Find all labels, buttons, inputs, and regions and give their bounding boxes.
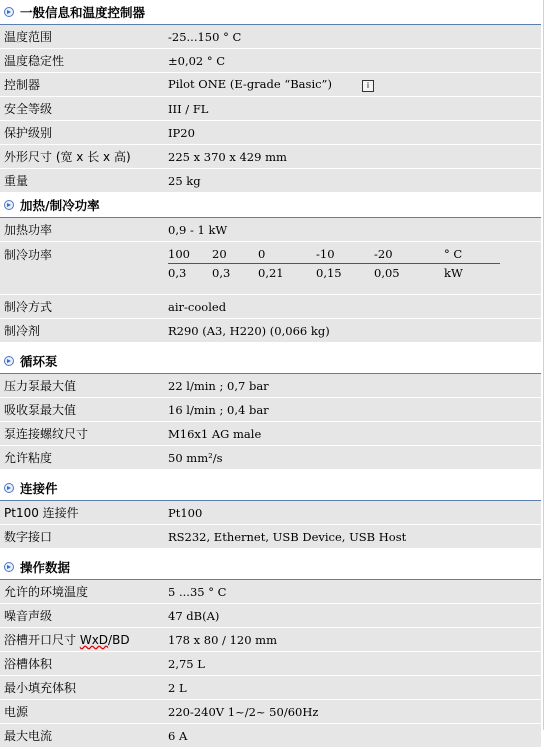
spec-row [0, 446, 541, 470]
spec-value: IP20 [168, 125, 195, 140]
cooling-power-cell: 0,15 [316, 266, 342, 280]
spec-row [0, 97, 541, 121]
spec-label: 安全等级 [4, 102, 53, 116]
spec-row [0, 628, 541, 652]
expand-circle-icon[interactable] [4, 483, 14, 493]
spec-row [0, 73, 541, 97]
spec-label: 最小填充体积 [4, 681, 77, 695]
spec-value-controller [168, 77, 541, 92]
spec-value: 225 x 370 x 429 mm [168, 149, 287, 164]
expand-circle-icon[interactable] [4, 562, 14, 572]
cooling-temp-cell: 20 [212, 245, 258, 264]
cooling-power-cell: 0,05 [374, 266, 400, 280]
spec-label: 制冷剂 [4, 324, 41, 338]
spec-label: 压力泵最大值 [4, 379, 77, 393]
expand-circle-icon[interactable] [4, 200, 14, 210]
spec-row [0, 604, 541, 628]
section-title: 一般信息和温度控制器 [20, 5, 146, 20]
spec-label: 重量 [4, 174, 29, 188]
spec-label-bath-opening [0, 631, 168, 648]
spec-value: 5 ...35 ° C [168, 584, 227, 599]
spec-label: 温度范围 [4, 30, 53, 44]
cooling-power-cell: 0,3 [212, 266, 231, 280]
spec-label: 保护级别 [4, 126, 53, 140]
spec-value: 47 dB(A) [168, 608, 220, 623]
cooling-power-cell: 0,21 [258, 266, 284, 280]
spec-row [0, 724, 541, 748]
spec-label: Pt100 连接件 [4, 506, 79, 520]
section-header-general[interactable] [0, 0, 541, 25]
spec-row [0, 295, 541, 319]
spec-label: 制冷功率 [4, 248, 53, 262]
spec-value: III / FL [168, 101, 209, 116]
cooling-temp-cell: -10 [316, 245, 374, 264]
spec-row [0, 652, 541, 676]
cooling-power-table-wrap [168, 242, 541, 282]
spec-label: 数字接口 [4, 530, 53, 544]
spec-value: 50 mm²/s [168, 450, 223, 465]
spec-value: Pt100 [168, 505, 203, 520]
cooling-temp-cell: 100 [168, 245, 212, 264]
page-border [543, 0, 544, 730]
section-header-operation[interactable] [0, 555, 541, 580]
spec-row [0, 580, 541, 604]
spec-row-cooling-power [0, 242, 541, 295]
section-title: 循环泵 [20, 354, 58, 369]
spec-row [0, 319, 541, 343]
cooling-temp-cell: -20 [374, 245, 444, 264]
spec-label: 吸收泵最大值 [4, 403, 77, 417]
spec-row [0, 169, 541, 193]
spec-label: 外形尺寸 (宽 x 长 x 高) [4, 150, 131, 164]
spec-value: R290 (A3, H220) (0,066 kg) [168, 323, 330, 338]
spec-value: 220-240V 1~/2~ 50/60Hz [168, 704, 319, 719]
cooling-temp-cell: 0 [258, 245, 316, 264]
label-main: 浴槽开口尺寸 [4, 633, 80, 647]
label-tail: /BD [108, 633, 130, 647]
spec-value: 25 kg [168, 173, 201, 188]
spec-row [0, 218, 541, 242]
spec-value: 22 l/min ; 0,7 bar [168, 378, 269, 393]
spec-row [0, 121, 541, 145]
spec-value: 178 x 80 / 120 mm [168, 632, 277, 647]
section-header-heating[interactable] [0, 193, 541, 218]
spec-row [0, 676, 541, 700]
section-title: 加热/制冷功率 [20, 198, 100, 213]
spec-row [0, 398, 541, 422]
spec-label: 允许粘度 [4, 451, 53, 465]
spec-label: 浴槽体积 [4, 657, 53, 671]
spec-row [0, 501, 541, 525]
spec-label: 最大电流 [4, 729, 53, 743]
spec-value: 16 l/min ; 0,4 bar [168, 402, 269, 417]
spec-label: 制冷方式 [4, 300, 53, 314]
section-header-connections[interactable] [0, 476, 541, 501]
spec-label: 温度稳定性 [4, 54, 65, 68]
section-title: 操作数据 [20, 560, 71, 575]
cooling-power-row [168, 264, 500, 283]
cooling-power-table [168, 245, 500, 282]
spec-value: -25...150 ° C [168, 29, 242, 44]
spec-value: ±0,02 ° C [168, 53, 226, 68]
spec-row [0, 700, 541, 724]
cooling-power-unit: kW [444, 266, 463, 280]
spec-value: RS232, Ethernet, USB Device, USB Host [168, 529, 407, 544]
spec-value: 2 L [168, 680, 187, 695]
expand-circle-icon[interactable] [4, 7, 14, 17]
spec-label: 电源 [4, 705, 29, 719]
spec-row [0, 374, 541, 398]
spec-row [0, 145, 541, 169]
spec-label: 允许的环境温度 [4, 585, 89, 599]
expand-circle-icon[interactable] [4, 356, 14, 366]
cooling-power-cell: 0,3 [168, 266, 187, 280]
spec-label: 噪音声级 [4, 609, 53, 623]
cooling-temp-unit: ° C [444, 245, 500, 264]
info-icon[interactable]: i [362, 80, 374, 92]
spec-row [0, 422, 541, 446]
spec-label: 泵连接螺纹尺寸 [4, 427, 89, 441]
controller-text: Pilot ONE (E-grade “Basic”) [168, 77, 332, 91]
section-header-pump[interactable] [0, 349, 541, 374]
spec-label: 控制器 [4, 78, 41, 92]
spec-value: 2,75 L [168, 656, 205, 671]
spec-row [0, 525, 541, 549]
spec-value: 6 A [168, 728, 188, 743]
label-abbr: WxD [79, 633, 109, 647]
spec-value: M16x1 AG male [168, 426, 262, 441]
spec-value: 0,9 - 1 kW [168, 222, 228, 237]
spec-row [0, 25, 541, 49]
cooling-temp-row [168, 245, 500, 264]
spec-value: air-cooled [168, 299, 227, 314]
section-title: 连接件 [20, 481, 58, 496]
spec-label: 加热功率 [4, 223, 53, 237]
spec-row [0, 49, 541, 73]
